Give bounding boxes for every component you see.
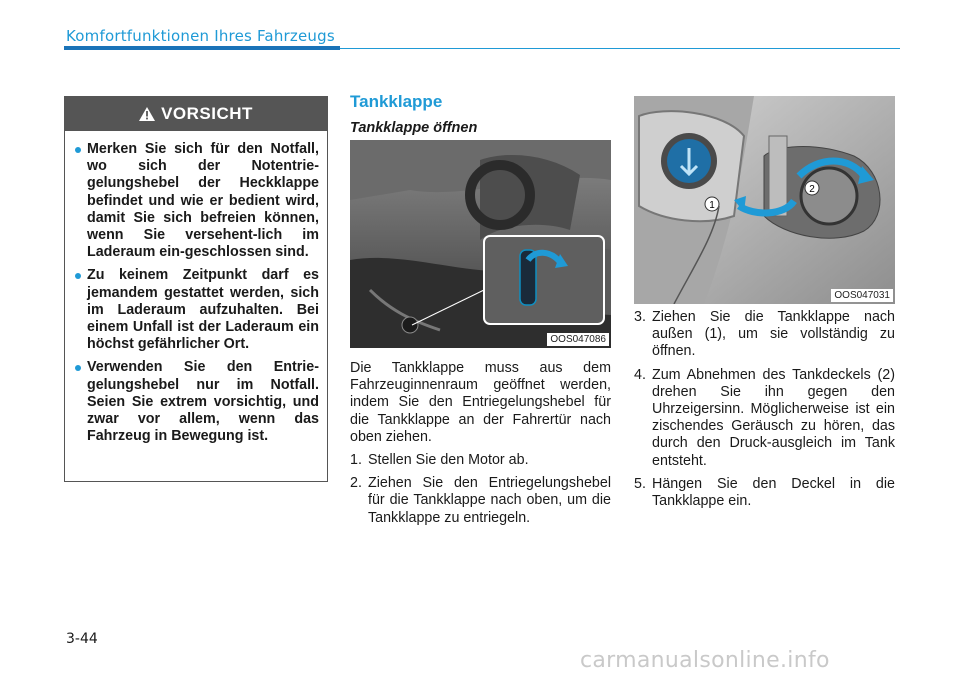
interior-photo xyxy=(350,140,611,348)
figure-fuel-door xyxy=(634,96,895,304)
intro-and-steps-left xyxy=(350,360,611,533)
page-number: 3-44 xyxy=(66,631,98,647)
list-item xyxy=(350,475,611,527)
caution-list xyxy=(65,131,327,445)
header-rule-light xyxy=(340,48,900,49)
steps-list-left xyxy=(350,452,611,527)
caution-heading xyxy=(65,97,327,131)
step-number: 5. xyxy=(634,475,646,492)
header-rule-dark xyxy=(64,46,340,50)
step-text: Stellen Sie den Motor ab. xyxy=(368,452,529,469)
step-text: Hängen Sie den Deckel in die Tankklappe ein. xyxy=(652,475,895,510)
step-number: 3. xyxy=(634,309,646,325)
header-title: Komfortfunktionen Ihres Fahrzeugs xyxy=(66,27,335,45)
caution-box xyxy=(64,96,328,482)
intro-paragraph: Die Tankklappe muss aus dem Fahrzeuginnenraum geöffnet werden, indem Sie den Entriegelungshebel für die Tankklappe an der Fahrertür nach oben ziehen. xyxy=(350,360,611,445)
list-item xyxy=(350,452,611,469)
list-item xyxy=(634,309,895,361)
caution-item: Merken Sie sich für den Notfall, wo sich der Notentrie-gelungshebel der Heckklappe befindet und wie er bedient wird, damit Sie sich befreien können, wenn Sie versehent-lich im Laderaum ein-geschlossen sind. xyxy=(75,141,319,261)
callout-1: 1 xyxy=(709,200,715,211)
step-text: Zum Abnehmen des Tankdeckels (2) drehen Sie ihn gegen den Uhrzeigersinn. Möglicherweise ist ein zischendes Geräusch zu hören, das durch den Druck-ausgleich im Tank entsteht. xyxy=(652,366,895,469)
watermark: carmanualsonline.info xyxy=(580,648,830,673)
subsection-title: Tankklappe öffnen xyxy=(350,120,478,136)
section-title: Tankklappe xyxy=(350,92,443,111)
list-item xyxy=(634,476,895,510)
fuel-door-photo xyxy=(634,96,895,304)
callout-2: 2 xyxy=(809,184,815,195)
steps-list-right xyxy=(634,309,895,510)
step-number: 4. xyxy=(634,366,646,383)
list-item xyxy=(634,367,895,470)
warning-triangle-icon xyxy=(139,107,155,121)
step-number: 1. xyxy=(350,452,362,469)
caution-item: Zu keinem Zeitpunkt darf es jemandem gestattet werden, sich im Laderaum aufzuhalten. Bei einem Unfall ist der Laderaum ein höchst gefährlicher Ort. xyxy=(75,267,319,353)
caution-item: Verwenden Sie den Entrie-gelungshebel nur im Notfall. Seien Sie extrem vorsichtig, und zwar vor allem, wenn das Fahrzeug in Bewegung ist. xyxy=(75,359,319,445)
figure-code: OOS047086 xyxy=(547,333,609,346)
caution-heading-text: VORSICHT xyxy=(161,104,253,123)
step-number: 2. xyxy=(350,475,362,492)
steps-right xyxy=(634,309,895,516)
step-text: Ziehen Sie die Tankklappe nach außen (1), um sie vollständig zu öffnen. xyxy=(652,309,895,360)
figure-interior-release-lever xyxy=(350,140,611,348)
step-text: Ziehen Sie den Entriegelungshebel für die Tankklappe nach oben, um die Tankklappe zu entriegeln. xyxy=(368,475,611,526)
figure-code: OOS047031 xyxy=(831,289,893,302)
